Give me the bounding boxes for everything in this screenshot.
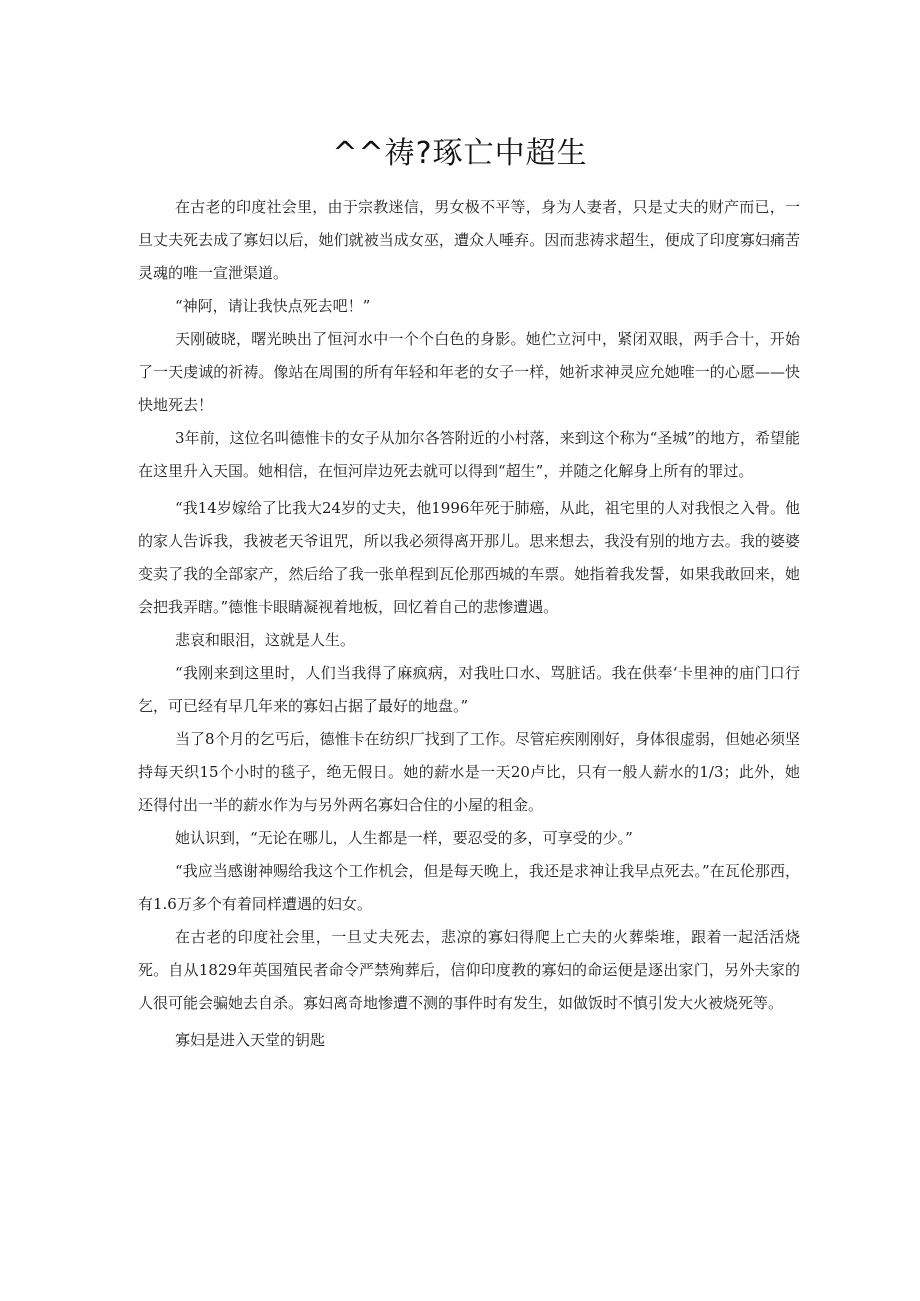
paragraph-10: “我应当感谢神赐给我这个工作机会，但是每天晚上，我还是求神让我早点死去。”在瓦伦那西，有1.6万多个有着同样遭遇的妇女。 [138, 862, 800, 913]
document-title: ^^祷?琢亡中超生 [332, 136, 588, 171]
paragraph-3: 天刚破晓，曙光映出了恒河水中一个个白色的身影。她伫立河中，紧闭双眼，两手合十，开始了一天虔诚的祈祷。像站在周围的所有年轻和年老的女子一样，她祈求神灵应允她唯一的心愿——快快地死去！ [138, 330, 800, 414]
section-heading: 寡妇是进入天堂的钥匙 [175, 1031, 326, 1049]
paragraph-6: 悲哀和眼泪，这就是人生。 [175, 631, 356, 649]
paragraph-5: “我14岁嫁给了比我大24岁的丈夫，他1996年死于肺癌，从此，祖宅里的人对我恨之入骨。他的家人告诉我，我被老天爷诅咒，所以我必须得离开那儿。思来想去，我没有别的地方去。我的婆婆变卖了我的全部家产，然后给了我一张单程到瓦伦那西城的车票。她指着我发誓，如果我敢回来，她会把我弄瞎。”德惟卡眼睛凝视着地板，回忆着自己的悲惨遭遇。 [138, 499, 800, 616]
paragraph-2: “神阿，请让我快点死去吧！” [175, 297, 371, 315]
paragraph-9: 她认识到，“无论在哪儿，人生都是一样，要忍受的多，可享受的少。” [175, 829, 633, 847]
paragraph-7: “我刚来到这里时，人们当我得了麻疯病，对我吐口水、骂脏话。我在供奉‘卡里神的庙门口行乞，可已经有早几年来的寡妇占据了最好的地盘。” [138, 664, 800, 715]
document-body [138, 191, 800, 1057]
paragraph-11: 在古老的印度社会里，一旦丈夫死去，悲凉的寡妇得爬上亡夫的火葬柴堆，跟着一起活活烧死。自从1829年英国殖民者命令严禁殉葬后，信仰印度教的寡妇的命运便是逐出家门，另外夫家的人很可能会骗她去自杀。寡妇离奇地惨遭不测的事件时有发生，如做饭时不慎引发大火被烧死等。 [138, 928, 800, 1012]
paragraph-8: 当了8个月的乞丐后，德惟卡在纺织厂找到了工作。尽管疟疾刚刚好，身体很虚弱，但她必须坚持每天织15个小时的毯子，绝无假日。她的薪水是一天20卢比，只有一般人薪水的1/3；此外，她还得付出一半的薪水作为与另外两名寡妇合住的小屋的租金。 [138, 730, 800, 814]
paragraph-1: 在古老的印度社会里，由于宗教迷信，男女极不平等，身为人妻者，只是丈夫的财产而已，一旦丈夫死去成了寡妇以后，她们就被当成女巫，遭众人唾弃。因而悲祷求超生，便成了印度寡妇痛苦灵魂的唯一宣泄渠道。 [138, 198, 800, 282]
paragraph-4: 3年前，这位名叫德惟卡的女子从加尔各答附近的小村落，来到这个称为“圣城”的地方，希望能在这里升入天国。她相信，在恒河岸边死去就可以得到“超生”，并随之化解身上所有的罪过。 [138, 429, 800, 480]
